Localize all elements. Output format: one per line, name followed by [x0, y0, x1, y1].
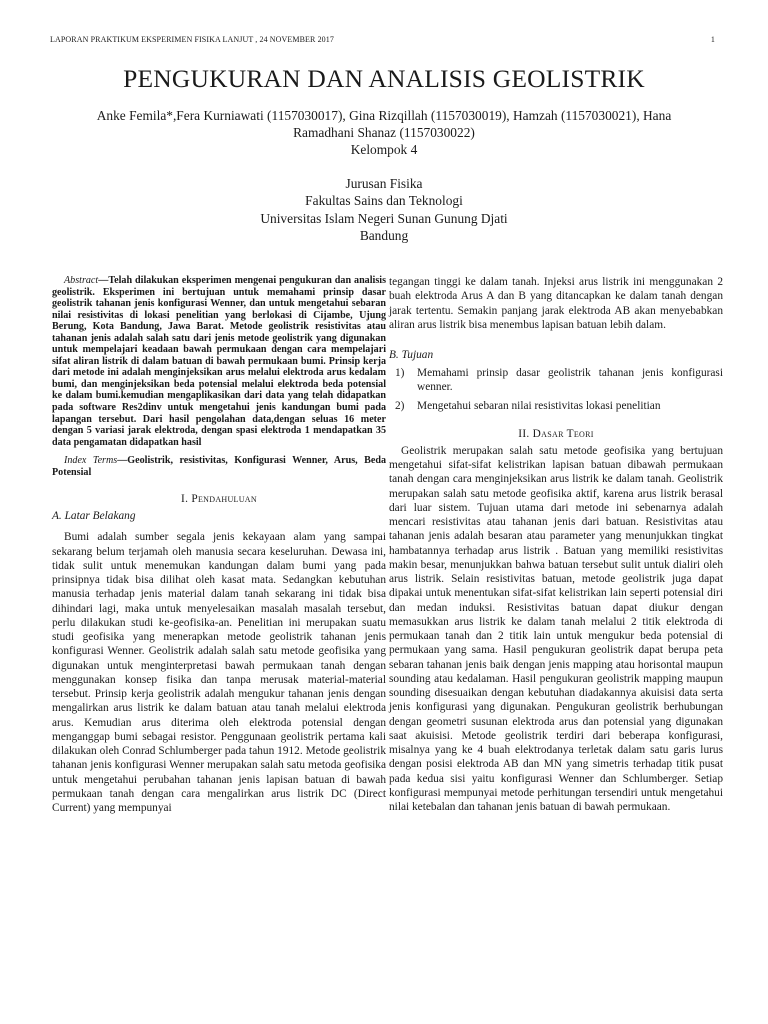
theory-paragraph: Geolistrik merupakan salah satu metode geofisika yang bertujuan mengetahui sifat-sifat kelistrikan lapisan batuan dibawah permukaan tanah dengan cara menginjeksikan arus listrik ke dalam tanah. Geolistrik merupakan salah satu metode geofisika aktif, karena arus listrik berasal dari luar sistem. Tujuan utama dari metode ini sebenarnya adalah mencari resistivitas atau tahanan jenis dari batuan. Resistivitas atau tahanan jenis adalah besaran atau parameter yang menunjukkan tingkat hambatannya terhadap arus listrik . Batuan yang memiliki resistivitas makin besar, menunjukkan bahwa batuan tersebut sulit untuk dialiri oleh arus listrik. Selain resistivitas batuan, metode geolistrik juga dapat dipakai untuk menentukan sifat-sifat kelistrikan lain seperti potensial diri dan medan induksi. Resistivitas batuan dapat diukur dengan memasukkan arus listrik ke dalam tanah melalui 2 titik elektroda di permukaan tanah dan 2 titik lain untuk mengukur beda potensial di permukaan yang sama. Hasil pengukuran geolistrik dapat berupa peta sebaran tahanan jenis baik dengan jenis mapping atau horisontal maupun sounding atau kedalaman. Hasil pengukuran geolistrik mapping maupun sounding disesuaikan dengan kebutuhan diadakannya akuisisi data serta jenis konfigurasi yang digunakan. Pengukuran geolistrik berhubungan dengan geometri susunan elektroda arus dan potensial yang digunakan saat akuisisi. Metode geolistrik terdiri dari beberapa konfigurasi, misalnya yang ke 4 buah elektrodanya terletak dalam satu garis lurus dengan posisi elektroda AB dan MN yang simetris terhadap titik pusat pada kedua sisi yaitu konfigurasi Wenner dan Schlumberger. Setiap konfigurasi mempunyai metode perhitungan tersendiri untuk mengetahui nilai ketebalan dan tahanan jenis batuan di bawah permukaan.	[389, 444, 723, 813]
section-heading-introduction: I. Pendahuluan	[181, 493, 257, 506]
running-header	[50, 35, 715, 47]
list-item-number: 1)	[395, 367, 405, 379]
abstract	[52, 275, 386, 448]
section-heading-theory: II. Dasar Teori	[518, 427, 594, 440]
index-terms-text: —Geolistrik, resistivitas, Konfigurasi Wenner, Arus, Beda Potensial	[52, 455, 386, 478]
abstract-label: Abstract	[64, 275, 99, 286]
group-label: Kelompok 4	[350, 142, 418, 157]
affiliation	[0, 175, 768, 244]
list-item-number: 2)	[395, 399, 405, 412]
affiliation-faculty: Fakultas Sains dan Teknologi	[305, 193, 463, 209]
list-item-text: Mengetahui sebaran nilai resistivitas lokasi penelitian	[417, 399, 661, 412]
introduction-paragraph: Bumi adalah sumber segala jenis kekayaan alam yang sampai sekarang belum terjamah oleh manusia secara keseluruhan. Dewasa ini, tidak sulit untuk menemukan kandungan dalam bumi yang pada prinsipnya tidak bisa dilihat oleh kasat mata. Sedangkan kebutuhan manusia terhadap jenis material dalam tanah sekarang ini tidak bisa dihindari lagi, maka untuk menyelesaikan masalah masalah tersebut, perlu dilakukan studi ke-geofisika-an. Penelitian ini merupakan suatu studi geofisika yang menerapkan metode geolistrik tahanan jenis konfigurasi Wenner. Geolistrik adalah salah satu metode geofisika yang digunakan untuk menginterpretasi bawah permukaan tanah dengan menggunakan konsep fisika dan tanpa merusak material-material tersebut. Prinsip kerja geolistrik adalah mengukur tahanan jenis dengan mengalirkan arus listrik ke dalam batuan atau tanah melalui elektroda arus. Kemudian arus diterima oleh elektroda potensial dengan menganggap bumi sebagai resistor. Penggunaan geolistrik pertama kali dilakukan oleh Conrad Schlumberger pada tahun 1912. Metode geolistrik tahanan jenis konfigurasi Wenner merupakan salah satu metoda geofisika untuk mengetahui perubahan tahanan jenis lapisan batuan di bawah permukaan tanah dengan cara mengalirkan arus listrik DC (Direct Current) yang mempunyai	[52, 531, 386, 815]
objectives-list	[389, 366, 723, 413]
page-number: 1	[710, 35, 715, 44]
author-line-2: Ramadhani Shanaz (1157030022)	[293, 125, 475, 140]
abstract-text: —Telah dilakukan eksperimen mengenai pengukuran dan analisis geolistrik. Eksperimen ini bertujuan untuk memahami prinsip dasar geolistrik tahanan jenis konfigurasi Wenner, dan untuk mengetahui sebaran nilai resistivitas di lokasi penelitian yang berlokasi di Cijambe, Ujung Berung, Kota Bandung, Jawa Barat. Metode geolistrik resistivitas atau tahanan jenis adalah salah satu dari jenis metode geolistrik yang digunakan untuk mempelajari keadaan bawah permukaan dengan cara mempelajari sifat aliran listrik di dalam batuan di bawah permukaan bumi. Prinsip kerja dari metode ini adalah menginjeksikan arus melalui elektroda arus kedalam bumi, dan menginjeksikan beda potensial melalui elektroda beda potensial ke dalam bumi.kemudian mengaplikasikan dari data yang telah didapatkan pada software Res2dinv untuk mengetahui jenis kandungan bumi pada lapangan tersebut. Dari hasil pengolahan data,dengan seluas 16 meter dengan 5 variasi jarak elektroda, dengan spasi elektroda 1 mendapatkan 35 data pengamatan didapatkan hasil	[52, 275, 386, 448]
affiliation-city: Bandung	[359, 227, 409, 243]
subsection-heading-background: A. Latar Belakang	[52, 510, 136, 523]
introduction-paragraph-continued: tegangan tinggi ke dalam tanah. Injeksi arus listrik ini menggunakan 2 buah elektroda Arus A dan B yang ditancapkan ke dalam tanah dengan jarak tertentu. Semakin panjang jarak elektroda AB akan menyebabkan aliran arus listrik bisa menembus lapisan batuan lebih dalam.	[389, 276, 723, 331]
author-line-1: Anke Femila*,Fera Kurniawati (1157030017), Gina Rizqillah (1157030019), Hamzah (1157030021), Hana	[96, 108, 672, 123]
affiliation-department: Jurusan Fisika	[345, 176, 423, 191]
author-list	[60, 107, 708, 141]
index-terms-label: Index Terms	[64, 455, 118, 467]
list-item-text: Memahami prinsip dasar geolistrik tahanan jenis konfigurasi wenner.	[417, 367, 723, 394]
left-column	[52, 275, 386, 815]
subsection-heading-objectives: B. Tujuan	[389, 349, 434, 361]
paper-title: PENGUKURAN DAN ANALISIS GEOLISTRIK	[123, 64, 645, 93]
list-item	[389, 366, 723, 395]
affiliation-university: Universitas Islam Negeri Sunan Gunung Djati	[260, 210, 508, 226]
running-title: LAPORAN PRAKTIKUM EKSPERIMEN FISIKA LANJUT , 24 NOVEMBER 2017	[50, 35, 334, 44]
index-terms	[52, 455, 386, 478]
right-column	[389, 275, 723, 814]
list-item	[389, 399, 723, 413]
